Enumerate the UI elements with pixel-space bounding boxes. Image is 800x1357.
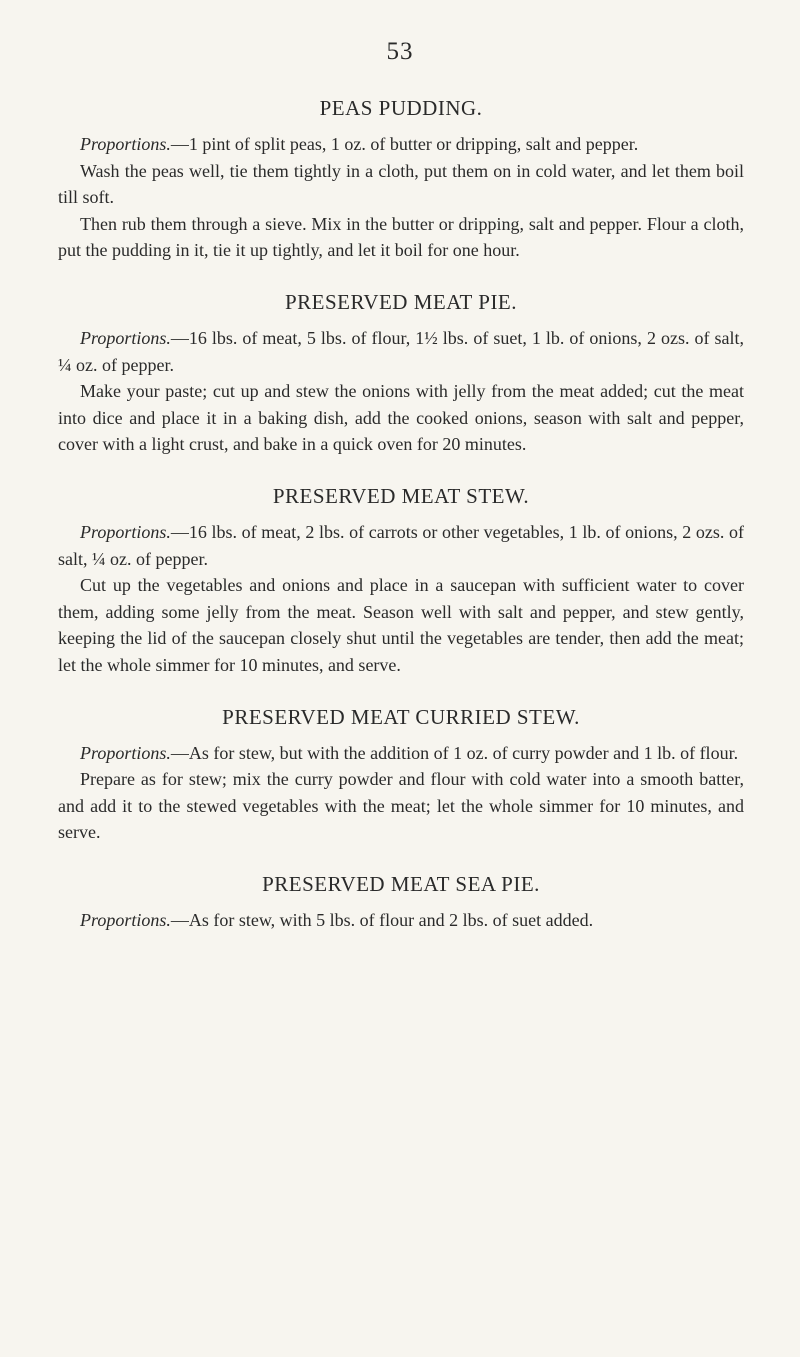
page-number: 53 xyxy=(386,38,414,65)
recipe-proportions xyxy=(58,519,744,572)
recipe-preserved-meat-sea-pie xyxy=(58,872,744,934)
recipe-proportions xyxy=(58,131,744,158)
recipe-preserved-meat-pie xyxy=(58,290,744,458)
proportions-text: —1 pint of split peas, 1 oz. of butter or dripping, salt and pepper. xyxy=(170,134,639,154)
recipe-title: PRESERVED MEAT SEA PIE. xyxy=(262,871,540,896)
recipe-preserved-meat-curried-stew xyxy=(58,705,744,846)
page-content xyxy=(58,96,744,959)
proportions-label: Proportions. xyxy=(80,134,171,154)
proportions-label: Proportions. xyxy=(80,521,171,542)
recipe-paragraph: Wash the peas well, tie them tightly in a cloth, put them on in cold water, and let them boil till soft. xyxy=(58,160,744,208)
recipe-paragraph: Cut up the vegetables and onions and place in a saucepan with sufficient water to cover them, adding some jelly from the meat. Season well with salt and pepper, and stew gently, keeping the lid of the saucepan closely shut until the vegetables are tender, then add the meat; let the whole simmer for 10 minutes, and serve. xyxy=(58,575,744,675)
recipe-preserved-meat-stew xyxy=(58,484,744,679)
proportions-label: Proportions. xyxy=(80,742,171,763)
proportions-text: —As for stew, with 5 lbs. of flour and 2 lbs. of suet added. xyxy=(170,909,594,930)
recipe-proportions xyxy=(58,325,744,378)
proportions-text: —As for stew, but with the addition of 1 oz. of curry powder and 1 lb. of flour. xyxy=(170,742,739,763)
recipe-proportions xyxy=(58,740,744,767)
proportions-text: —16 lbs. of meat, 2 lbs. of carrots or other vegetables, 1 lb. of onions, 2 ozs. of salt, ¼ oz. of pepper. xyxy=(58,521,744,569)
recipe-title: PEAS PUDDING. xyxy=(319,96,483,120)
recipe-paragraph: Then rub them through a sieve. Mix in the butter or dripping, salt and pepper. Flour a cloth, put the pudding in it, tie it up tightly, and let it boil for one hour. xyxy=(58,213,744,261)
recipe-title: PRESERVED MEAT CURRIED STEW. xyxy=(222,704,580,729)
proportions-label: Proportions. xyxy=(80,909,171,930)
recipe-title: PRESERVED MEAT STEW. xyxy=(272,483,530,508)
recipe-proportions xyxy=(58,907,744,934)
proportions-label: Proportions. xyxy=(80,327,171,348)
recipe-paragraph: Make your paste; cut up and stew the onions with jelly from the meat added; cut the meat into dice and place it in a baking dish, add the cooked onions, season with salt and pepper, cover with a light crust, and bake in a quick oven for 20 minutes. xyxy=(58,381,744,455)
recipe-peas-pudding xyxy=(58,96,744,264)
proportions-text: —16 lbs. of meat, 5 lbs. of flour, 1½ lbs. of suet, 1 lb. of onions, 2 ozs. of salt, ¼ oz. of pepper. xyxy=(58,327,744,375)
recipe-paragraph: Prepare as for stew; mix the curry powder and flour with cold water into a smooth batter, and add it to the stewed vegetables with the meat; let the whole simmer for 10 minutes, and serve. xyxy=(58,769,744,843)
recipe-title: PRESERVED MEAT PIE. xyxy=(284,289,518,314)
